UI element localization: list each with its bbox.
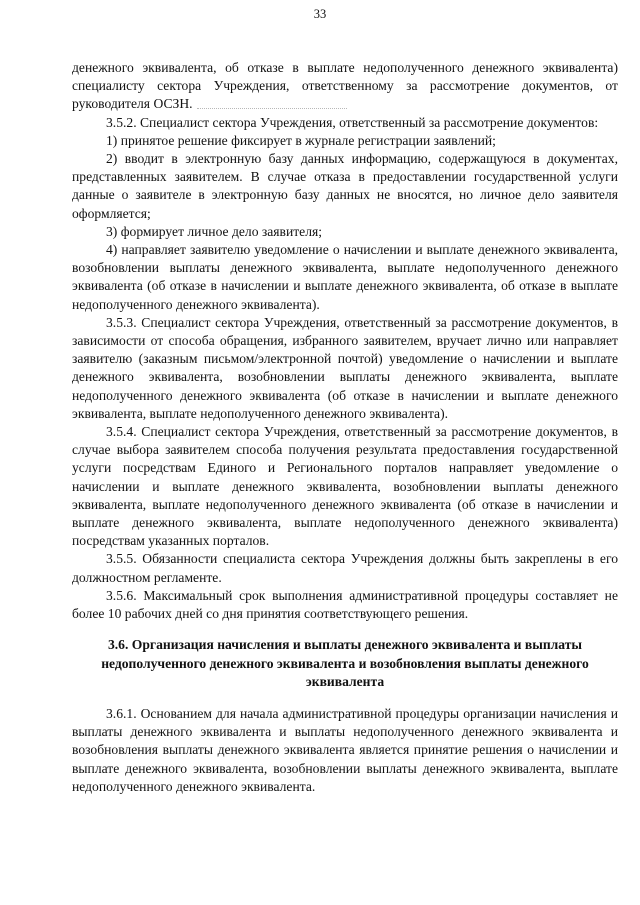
paragraph-3-5-4: 3.5.4. Специалист сектора Учреждения, ответственный за рассмотрение документов, в случае выбора заявителем способа получения результата предоставления государственной услуги посредствам Единого и Регионального порталов направляет уведомление о начислении и выплате денежного эквивалента, возобновлении выплаты денежного эквивалента, выплате недополученного денежного эквивалента (об отказе в начислении и выплате денежного эквивалента, выплате недополученного денежного эквивалента) посредствам указанных порталов.	[72, 424, 618, 549]
paragraph-3-5-6: 3.5.6. Максимальный срок выполнения административной процедуры составляет не более 10 рабочих дней со дня принятия соответствующего решения.	[72, 587, 618, 622]
list-item-1: 1) принятое решение фиксирует в журнале регистрации заявлений;	[106, 132, 496, 148]
section-heading-3-6: 3.6. Организация начисления и выплаты денежного эквивалента и выплаты недополученного денежного эквивалента и возобновления выплаты денежного эквивалента	[101, 637, 589, 689]
list-item-3: 3) формирует личное дело заявителя;	[106, 223, 323, 239]
paragraph-3-5-5: 3.5.5. Обязанности специалиста сектора Учреждения должны быть закреплены в его должностном регламенте.	[72, 551, 618, 585]
document-body	[72, 59, 618, 796]
paragraph-3-6-1: 3.6.1. Основанием для начала административной процедуры организации начисления и выплаты денежного эквивалента и выплаты недополученного денежного эквивалента и возобновления выплаты денежного эквивалента является принятие решения о начислении и выплате денежного эквивалента, возобновлении выплаты денежного эквивалента, выплате недополученного денежного эквивалента.	[72, 705, 618, 794]
list-item-4: 4) направляет заявителю уведомление о начислении и выплате денежного эквивалента, возобновлении выплаты денежного эквивалента, выплате недополученного денежного эквивалента (об отказе в начислении и выплате денежного эквивалента, об отказе в выплате недополученного денежного эквивалента).	[72, 242, 618, 312]
list-item-2: 2) вводит в электронную базу данных информацию, содержащуюся в документах, представленных заявителем. В случае отказа в предоставлении государственной услуги данные о заявителе в электронную базу данных не вносятся, но личное дело заявителя оформляется;	[72, 151, 618, 221]
redacted-mark	[197, 102, 347, 109]
paragraph-3-5-3: 3.5.3. Специалист сектора Учреждения, ответственный за рассмотрение документов, в зависимости от способа обращения, избранного заявителем, вручает лично или направляет заявителю (заказным письмом/электронной почтой) уведомление о начислении и выплате денежного эквивалента, возобновлении выплаты денежного эквивалента, выплате недополученного денежного эквивалента (об отказе в начислении и выплате денежного эквивалента, выплате недополученного денежного эквивалента).	[72, 314, 618, 421]
paragraph-text: денежного эквивалента, об отказе в выплате недополученного денежного эквивалента) специалисту сектора Учреждения, ответственному за рассмотрение документов, от руководителя ОСЗН.	[72, 60, 618, 112]
page-number: 33	[313, 7, 327, 21]
paragraph-3-5-2: 3.5.2. Специалист сектора Учреждения, ответственный за рассмотрение документов:	[106, 114, 599, 130]
paragraph-continuation	[72, 59, 618, 114]
